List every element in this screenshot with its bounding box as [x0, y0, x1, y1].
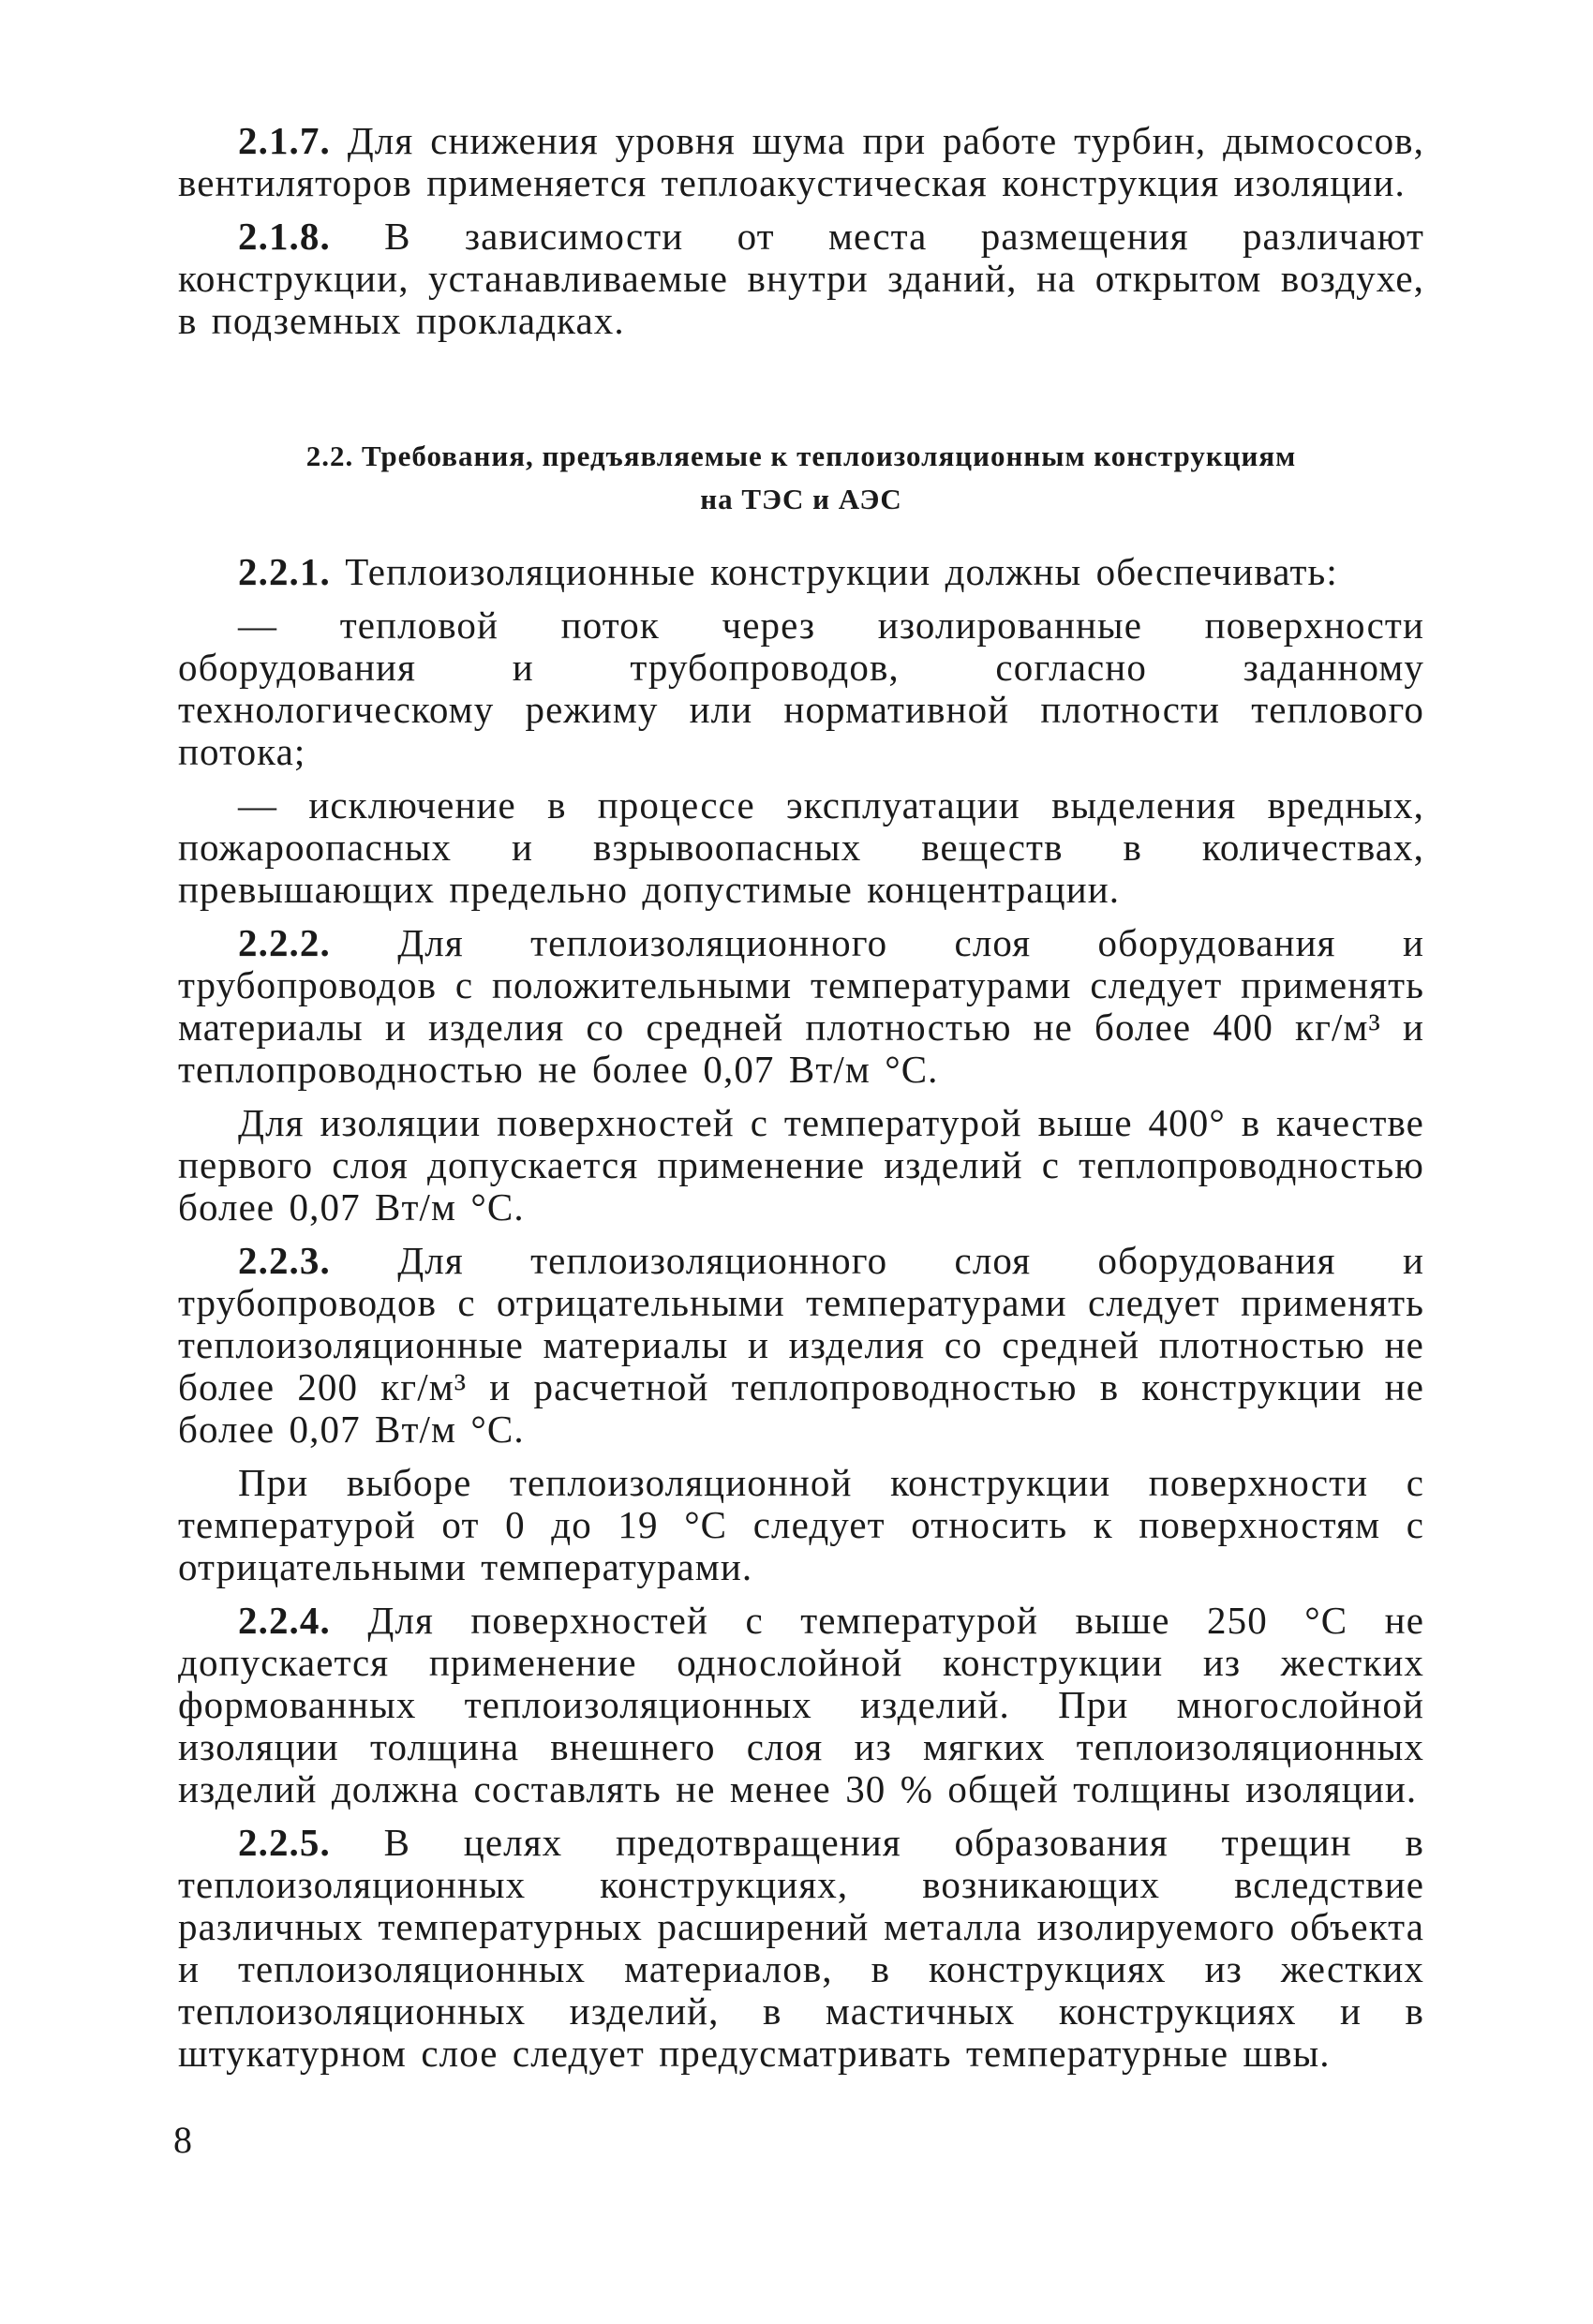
paragraph-text: Теплоизоляционные конструкции должны обеспечивать: — [345, 550, 1338, 593]
paragraph-text: Для теплоизоляционного слоя оборудования и трубопроводов с положительными температурами следует применять материалы и изделия со средней плотностью не более 400 кг/м³ и теплопроводностью не более 0,07 Вт/м °С. — [178, 921, 1424, 1091]
paragraph-text: — тепловой поток через изолированные поверхности оборудования и трубопроводов, согласно заданному технологическому режиму или нормативной плотности теплового потока; — [178, 603, 1424, 773]
paragraph-2-2-1 — [178, 551, 1424, 593]
section-heading — [178, 435, 1424, 521]
paragraph-number: 2.2.2. — [238, 921, 331, 964]
paragraph-2-1-8 — [178, 216, 1424, 342]
section-heading-line-1: 2.2. Требования, предъявляемые к теплоизоляционным конструкциям — [305, 439, 1297, 472]
paragraph-2-1-7 — [178, 120, 1424, 204]
paragraph-number: 2.2.4. — [238, 1599, 331, 1642]
paragraph-text: При выборе теплоизоляционной конструкции поверхности с температурой от 0 до 19 °С следует относить к поверхностям с отрицательными температурами. — [178, 1461, 1424, 1588]
paragraph-2-2-3 — [178, 1240, 1424, 1451]
section-2-1 — [178, 120, 1424, 353]
paragraph-number: 2.2.3. — [238, 1239, 331, 1282]
paragraph-2-2-2-continued — [178, 1102, 1424, 1229]
paragraph-text: В зависимости от места размещения различают конструкции, устанавливаемые внутри зданий, на открытом воздухе, в подземных прокладках. — [178, 215, 1424, 342]
paragraph-2-2-4 — [178, 1600, 1424, 1810]
list-item-exclusion — [178, 784, 1424, 911]
paragraph-text: — исключение в процессе эксплуатации выделения вредных, пожароопасных и взрывоопасных веществ в количествах, превышающих предельно допустимые концентрации. — [178, 783, 1424, 911]
paragraph-number: 2.2.5. — [238, 1821, 331, 1864]
paragraph-2-2-2 — [178, 922, 1424, 1091]
paragraph-2-2-3-continued — [178, 1462, 1424, 1588]
paragraph-text: Для снижения уровня шума при работе турбин, дымососов, вентиляторов применяется теплоакустическая конструкция изоляции. — [178, 119, 1424, 204]
paragraph-number: 2.2.1. — [238, 550, 331, 593]
page-number: 8 — [173, 2119, 192, 2161]
list-item-heat-flow — [178, 604, 1424, 773]
section-2-2 — [178, 551, 1424, 2086]
paragraph-text: В целях предотвращения образования трещин в теплоизоляционных конструкциях, возникающих вследствие различных температурных расширений металла изолируемого объекта и теплоизоляционных материалов, в конструкциях из жестких теплоизоляционных изделий, в мастичных конструкциях и в штукатурном слое следует предусматривать температурные швы. — [178, 1821, 1424, 2075]
paragraph-text: Для поверхностей с температурой выше 250 °С не допускается применение однослойной конструкции из жестких формованных теплоизоляционных изделий. При многослойной изоляции толщина внешнего слоя из мягких теплоизоляционных изделий должна составлять не менее 30 % общей толщины изоляции. — [178, 1599, 1424, 1810]
paragraph-text: Для теплоизоляционного слоя оборудования и трубопроводов с отрицательными температурами следует применять теплоизоляционные материалы и изделия со средней плотностью не более 200 кг/м³ и расчетной теплопроводностью в конструкции не более 0,07 Вт/м °С. — [178, 1239, 1424, 1451]
paragraph-text: Для изоляции поверхностей с температурой выше 400° в качестве первого слоя допускается применение изделий с теплопроводностью более 0,07 Вт/м °С. — [178, 1101, 1424, 1229]
paragraph-number: 2.1.8. — [238, 215, 331, 258]
paragraph-2-2-5 — [178, 1822, 1424, 2075]
paragraph-number: 2.1.7. — [238, 119, 331, 162]
section-heading-line-2: на ТЭС и АЭС — [700, 483, 902, 515]
